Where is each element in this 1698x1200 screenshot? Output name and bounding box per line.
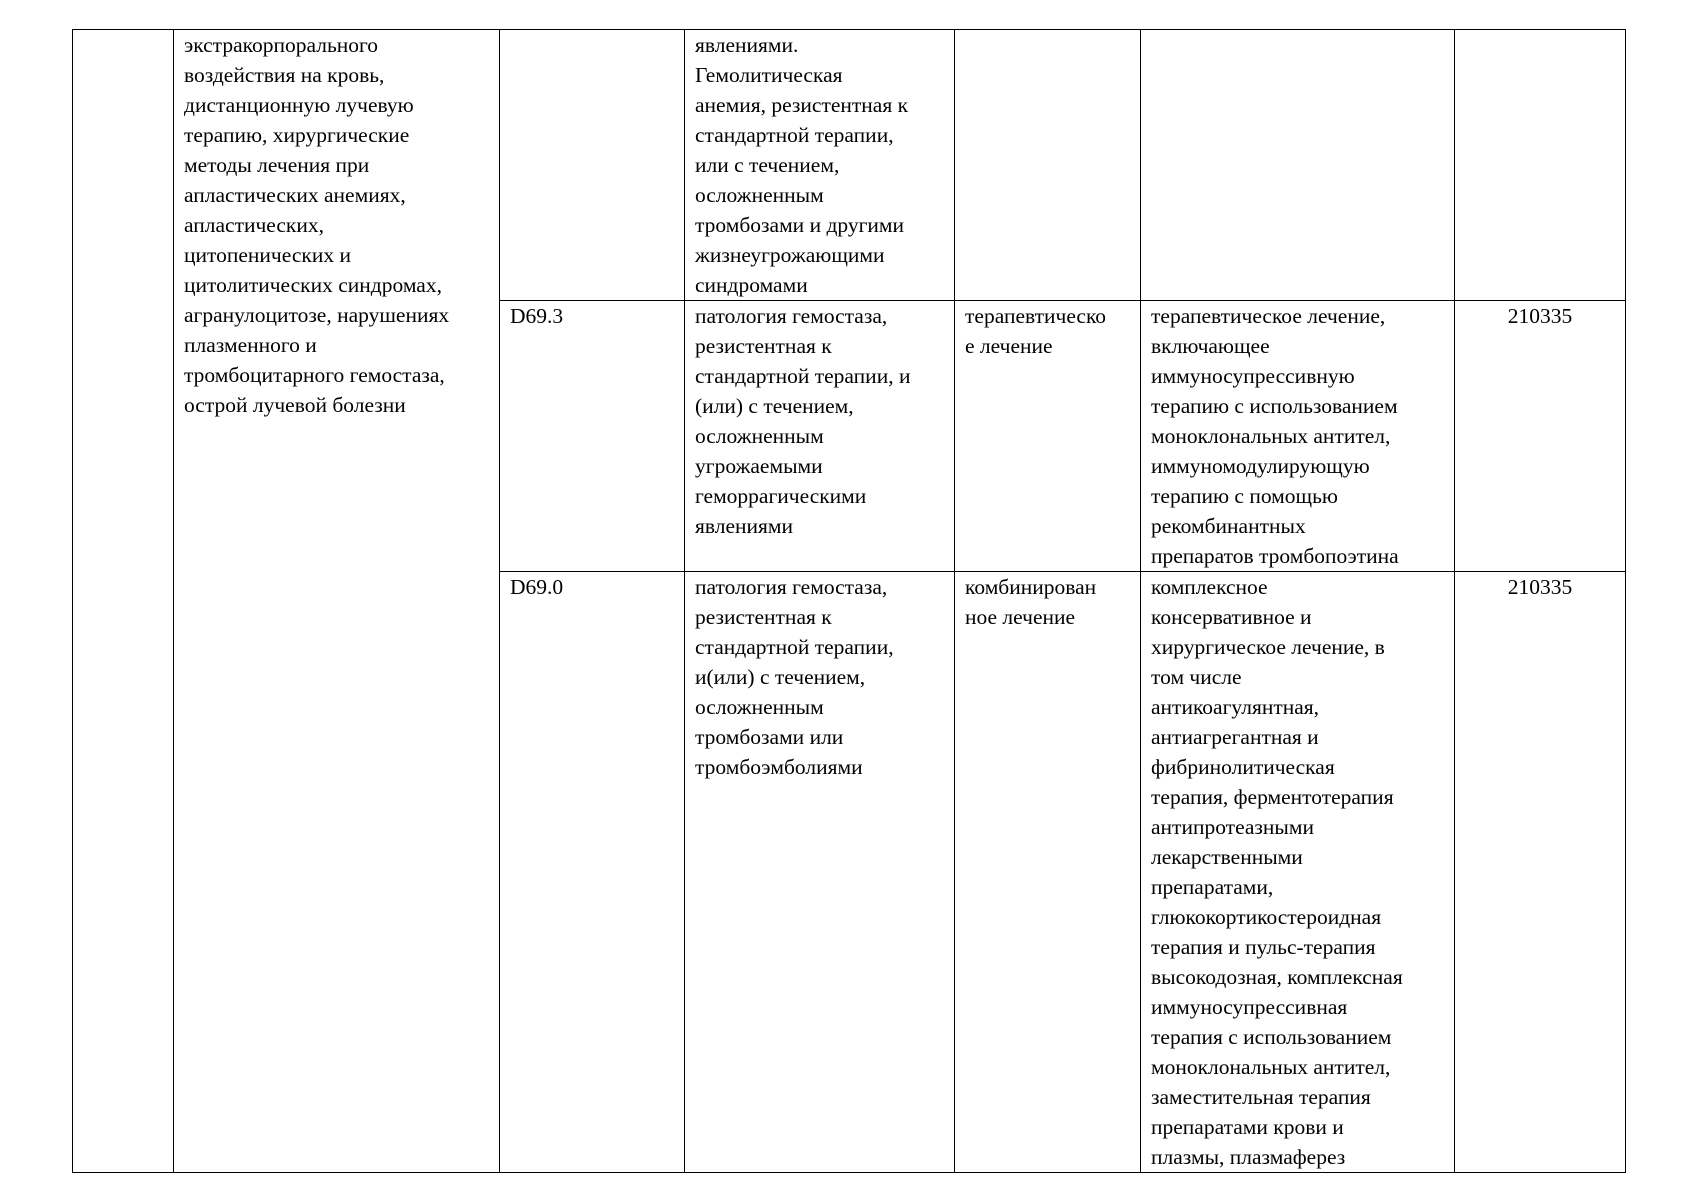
treatment-type-cell	[955, 30, 1141, 301]
treatment-method-cell: комплексное консервативное и хирургическое лечение, в том числе антикоагулянтная, антиагрегантная и фибринолитическая терапия, ферментотерапия антипротеазными лекарственными препаратами, глюкокортикостероидная терапия и пульс-терапия высокодозная, комплексная иммуносупрессивная терапия с использованием моноклональных антител, заместительная терапия препаратами крови и плазмы, плазмаферез	[1141, 572, 1455, 1173]
treatment-type-cell: терапевтическо е лечение	[955, 301, 1141, 572]
cost-cell: 210335	[1455, 572, 1626, 1173]
patient-model-cell: патология гемостаза, резистентная к стандартной терапии, и (или) с течением, осложненным угрожаемыми геморрагическими явлениями	[685, 301, 955, 572]
table-row	[73, 30, 1626, 301]
icd-code-cell: D69.0	[500, 572, 685, 1173]
cost-cell	[1455, 30, 1626, 301]
row-number-cell	[73, 30, 174, 1173]
patient-model-cell: патология гемостаза, резистентная к стандартной терапии, и(или) с течением, осложненным тромбозами или тромбоэмболиями	[685, 572, 955, 1173]
treatment-type-cell: комбинирован ное лечение	[955, 572, 1141, 1173]
medical-care-table	[72, 29, 1626, 1173]
patient-model-cell: явлениями. Гемолитическая анемия, резистентная к стандартной терапии, или с течением, осложненным тромбозами и другими жизнеугрожающими синдромами	[685, 30, 955, 301]
icd-code-cell: D69.3	[500, 301, 685, 572]
treatment-method-cell	[1141, 30, 1455, 301]
treatment-method-cell: терапевтическое лечение, включающее иммуносупрессивную терапию с использованием моноклональных антител, иммуномодулирующую терапию с помощью рекомбинантных препаратов тромбопоэтина	[1141, 301, 1455, 572]
icd-code-cell	[500, 30, 685, 301]
cost-cell: 210335	[1455, 301, 1626, 572]
care-type-description-cell: экстракорпорального воздействия на кровь, дистанционную лучевую терапию, хирургические методы лечения при апластических анемиях, апластических, цитопенических и цитолитических синдромах, агранулоцитозе, нарушениях плазменного и тромбоцитарного гемостаза, острой лучевой болезни	[174, 30, 500, 1173]
